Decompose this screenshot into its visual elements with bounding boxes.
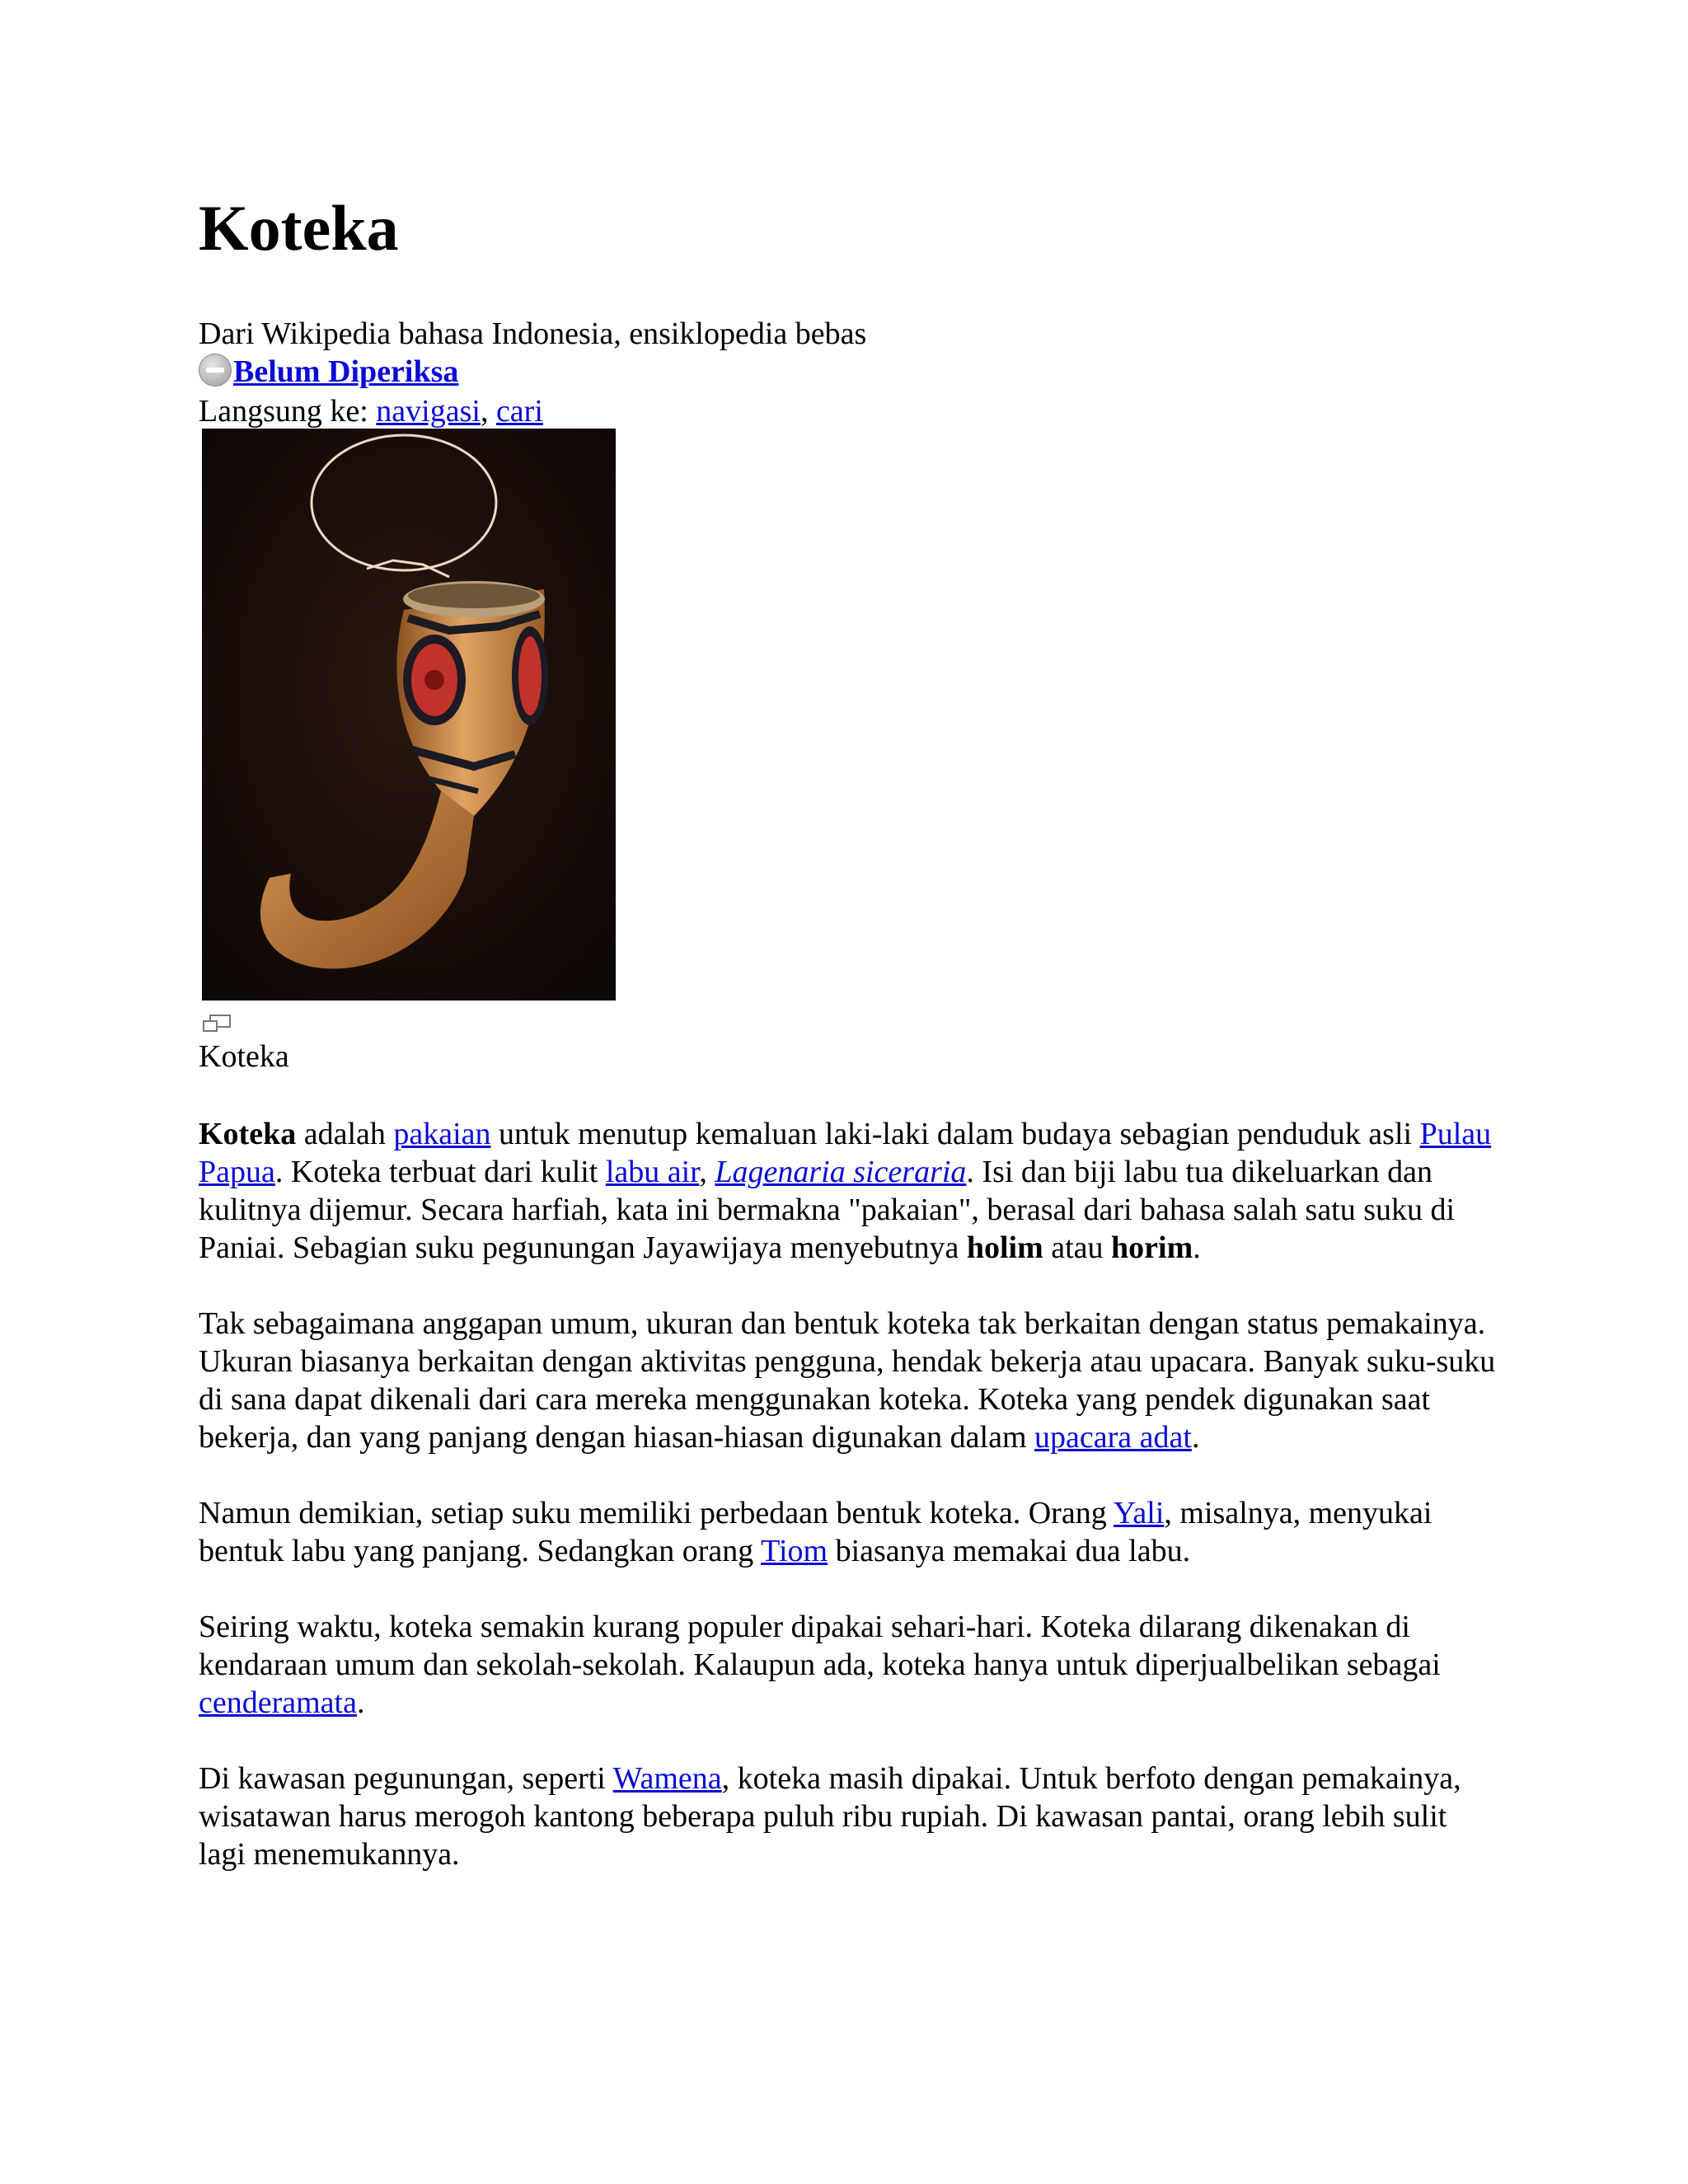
paragraph-5 bbox=[199, 1760, 1501, 1873]
article-body bbox=[199, 1115, 1501, 1911]
koteka-image[interactable] bbox=[202, 429, 616, 1001]
magnify-clip-icon[interactable] bbox=[202, 1014, 232, 1033]
text-run: , koteka masih dipakai. Untuk berfoto dengan pemakainya, wisatawan harus merogoh kantong beberapa puluh ribu rupiah. Di kawasan pantai, orang lebih sulit lagi menemukannya. bbox=[199, 1761, 1461, 1872]
bold-term: horim bbox=[1111, 1230, 1193, 1265]
image-caption: Koteka bbox=[199, 1039, 289, 1074]
text-run: Di kawasan pegunungan, seperti bbox=[199, 1761, 613, 1796]
no-entry-circle-icon bbox=[199, 354, 232, 387]
text-run: Tak sebagaimana anggapan umum, ukuran dan bentuk koteka tak berkaitan dengan status pemakainya. Ukuran biasanya berkaitan dengan aktivitas pengguna, hendak bekerja atau upacara. Banyak suku-suku di sana dapat dikenali dari cara mereka menggunakan koteka. Koteka yang pendek digunakan saat bekerja, dan yang panjang dengan hiasan-hiasan digunakan dalam bbox=[199, 1306, 1496, 1455]
link-pulau-papua[interactable]: Pulau Papua bbox=[199, 1117, 1492, 1189]
text-run: . Koteka terbuat dari kulit bbox=[274, 1155, 606, 1189]
text-run: biasanya memakai dua labu. bbox=[828, 1534, 1191, 1568]
link-tiom[interactable]: Tiom bbox=[761, 1534, 828, 1568]
text-run: Namun demikian, setiap suku memiliki perbedaan bentuk koteka. Orang bbox=[199, 1496, 1114, 1530]
link-upacara-adat[interactable]: upacara adat bbox=[1034, 1420, 1192, 1455]
jump-prefix: Langsung ke: bbox=[199, 394, 377, 429]
link-lagenaria-siceraria[interactable] bbox=[715, 1155, 966, 1189]
text-run: . bbox=[1191, 1420, 1200, 1455]
paragraph-2 bbox=[199, 1305, 1501, 1456]
jump-separator: , bbox=[480, 394, 496, 429]
review-status bbox=[199, 353, 458, 391]
jump-navigation-link[interactable]: navigasi bbox=[376, 394, 481, 429]
review-status-link[interactable]: Belum Diperiksa bbox=[233, 354, 459, 389]
link-labu-air[interactable]: labu air bbox=[605, 1155, 700, 1189]
italic-species-name: Lagenaria siceraria bbox=[715, 1155, 967, 1189]
jump-to-links bbox=[199, 392, 543, 430]
bold-term: holim bbox=[966, 1230, 1043, 1265]
site-tagline: Dari Wikipedia bahasa Indonesia, ensiklopedia bebas bbox=[199, 316, 867, 351]
text-run: . bbox=[1193, 1230, 1201, 1265]
text-run: , bbox=[699, 1155, 715, 1189]
bold-term: Koteka bbox=[199, 1117, 297, 1151]
text-run: , misalnya, menyukai bentuk labu yang panjang. Sedangkan orang bbox=[199, 1496, 1432, 1568]
paragraph-3 bbox=[199, 1494, 1501, 1570]
paragraph-1 bbox=[199, 1115, 1501, 1267]
link-pakaian[interactable]: pakaian bbox=[393, 1117, 491, 1151]
link-yali[interactable]: Yali bbox=[1113, 1496, 1165, 1530]
text-run: . Isi dan biji labu tua dikeluarkan dan kulitnya dijemur. Secara harfiah, kata ini bermakna "pakaian", berasal dari bahasa salah satu suku di Paniai. Sebagian suku pegunungan Jayawijaya menyebutnya bbox=[199, 1155, 1456, 1265]
paragraph-4 bbox=[199, 1608, 1501, 1722]
link-wamena[interactable]: Wamena bbox=[612, 1761, 722, 1796]
page-title: Koteka bbox=[199, 192, 399, 264]
link-cenderamata[interactable]: cenderamata bbox=[199, 1685, 357, 1720]
text-run: Seiring waktu, koteka semakin kurang populer dipakai sehari-hari. Koteka dilarang dikenakan di kendaraan umum dan sekolah-sekolah. Kalaupun ada, koteka hanya untuk diperjualbelikan sebagai bbox=[199, 1610, 1441, 1682]
text-run: atau bbox=[1043, 1230, 1112, 1265]
jump-search-link[interactable]: cari bbox=[495, 394, 543, 429]
text-run: . bbox=[356, 1685, 365, 1720]
text-run: untuk menutup kemaluan laki-laki dalam budaya sebagian penduduk asli bbox=[490, 1117, 1420, 1151]
text-run: adalah bbox=[296, 1117, 394, 1151]
